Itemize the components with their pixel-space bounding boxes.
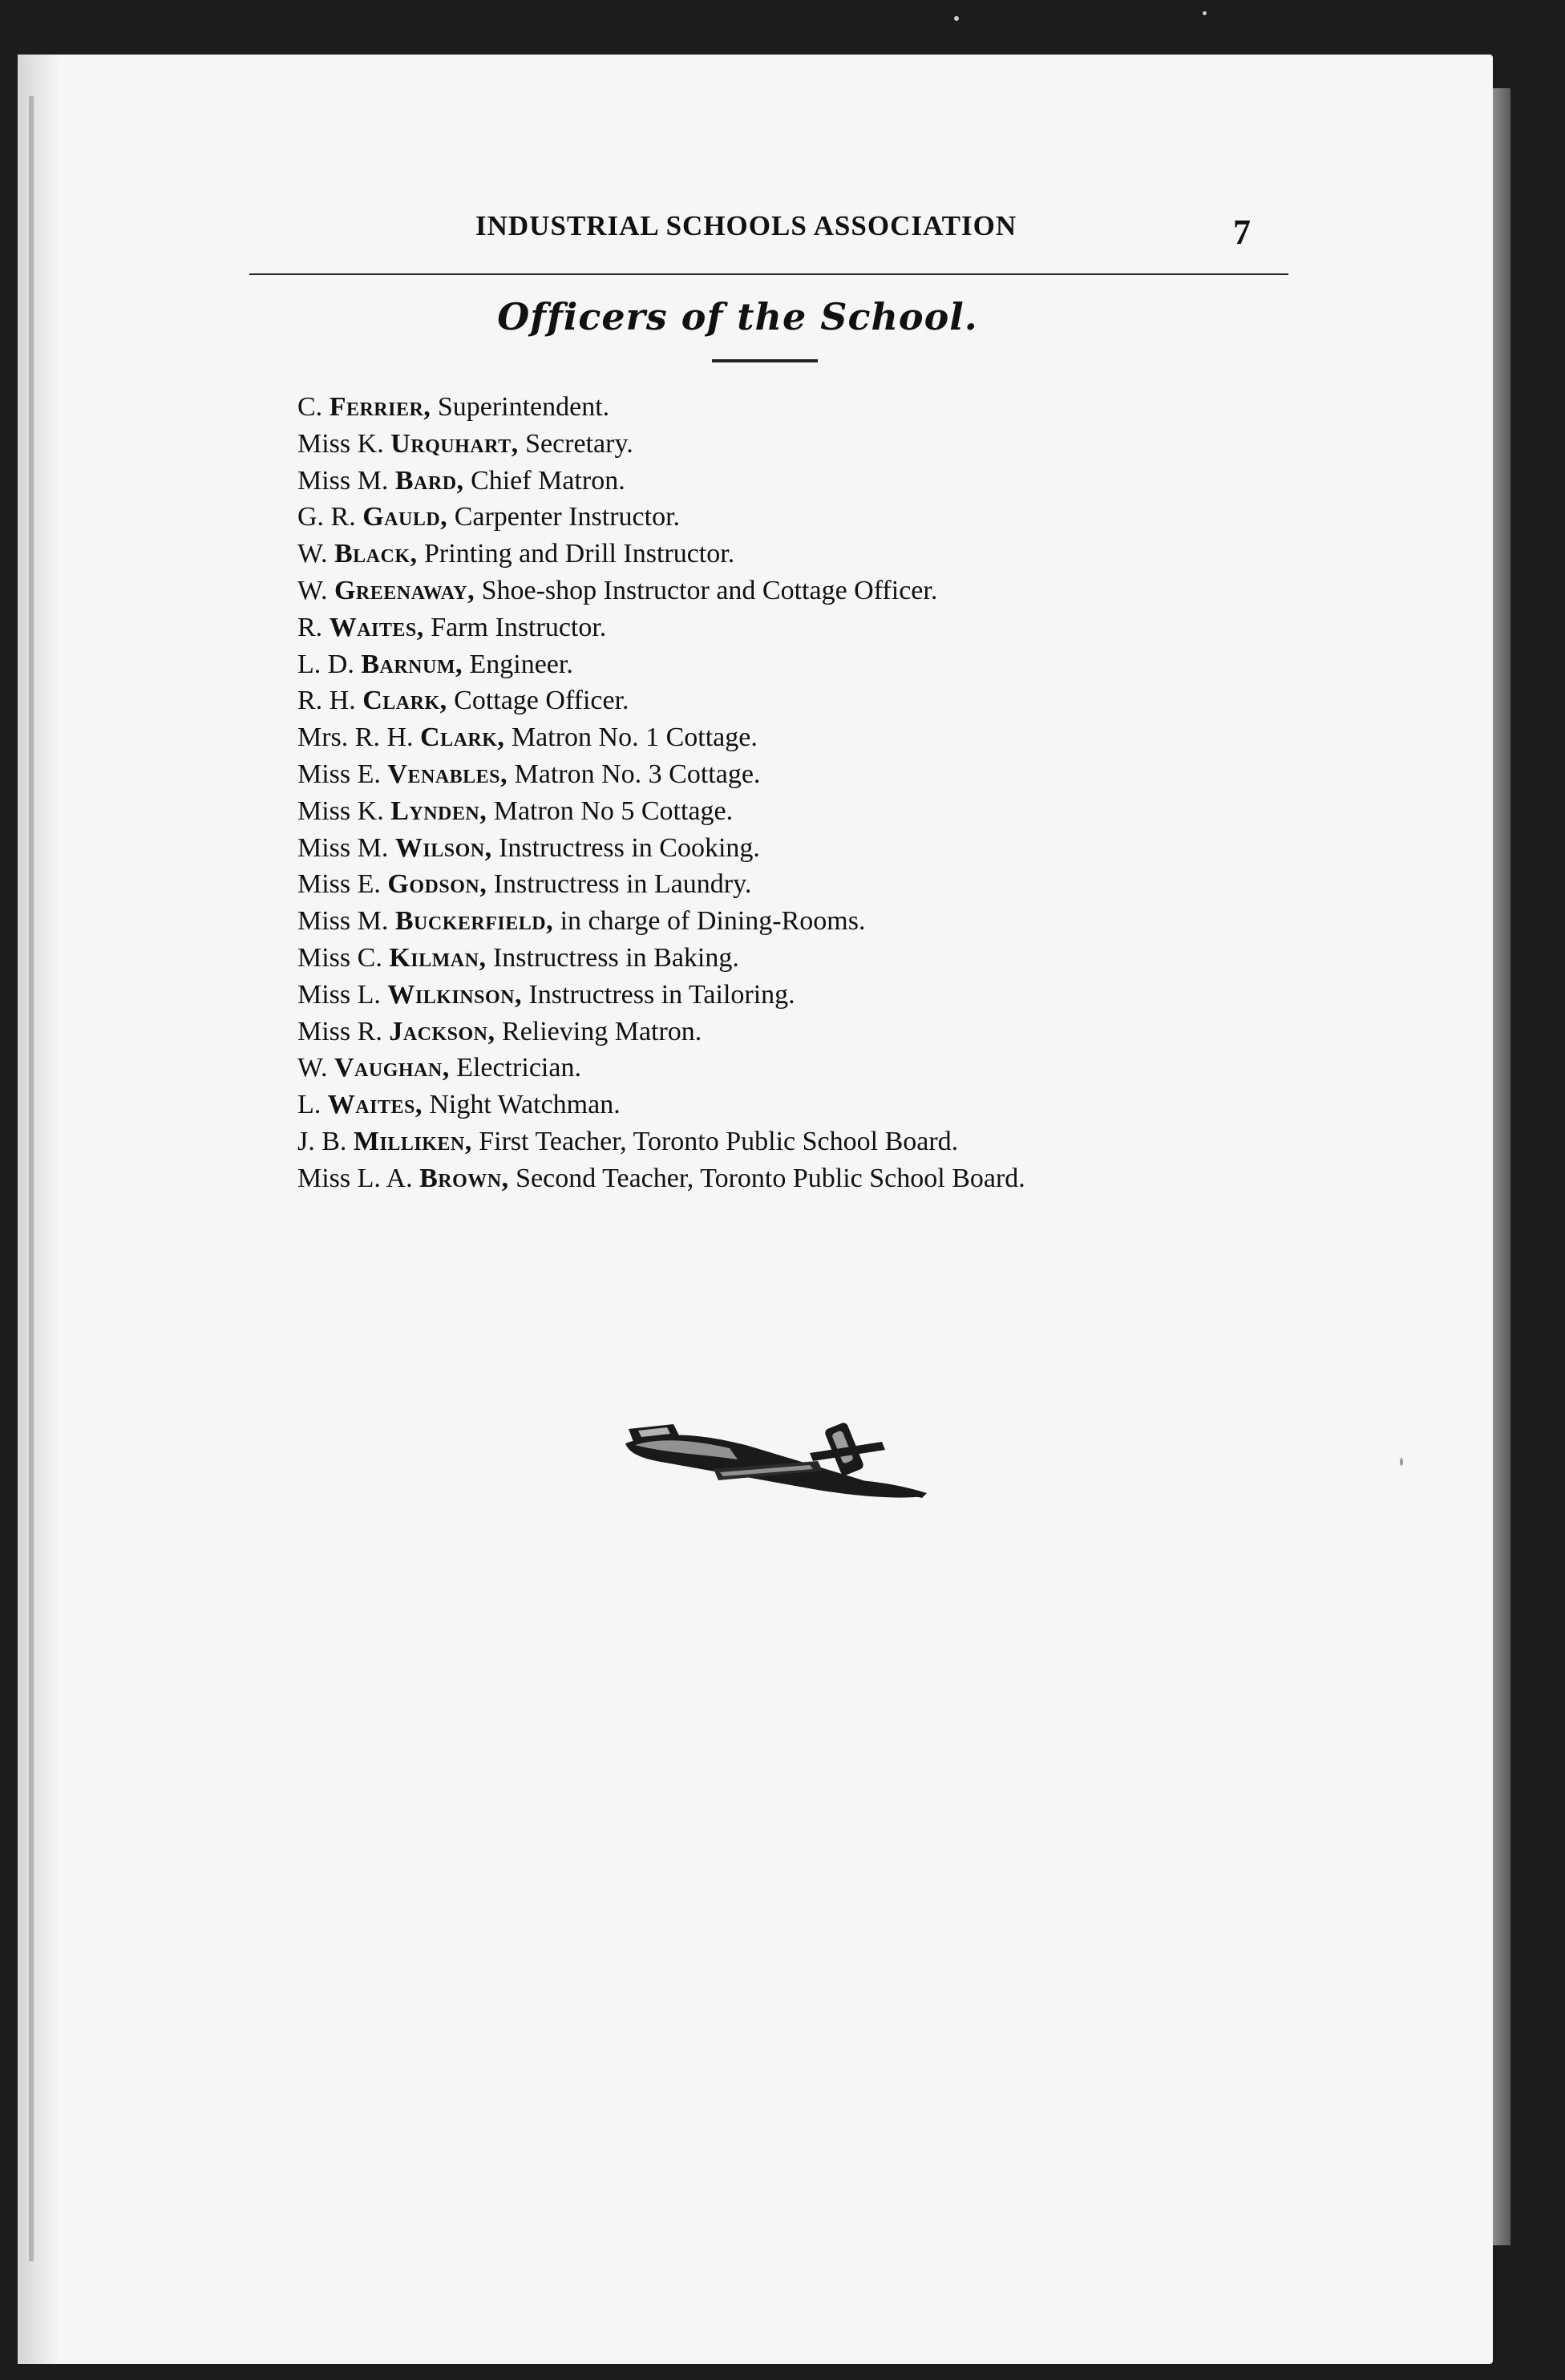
- running-head: INDUSTRIAL SCHOOLS ASSOCIATION: [475, 210, 1017, 241]
- officer-entry: Mrs. R. H. Clark, Matron No. 1 Cottage.: [297, 722, 758, 753]
- officer-entry: W. Black, Printing and Drill Instructor.: [297, 539, 735, 569]
- binding-line: [29, 96, 34, 2261]
- officer-entry: Miss R. Jackson, Relieving Matron.: [297, 1016, 702, 1046]
- officer-entry: L. Waites, Night Watchman.: [297, 1090, 621, 1120]
- header-rule: [249, 273, 1288, 275]
- officer-entry: Miss K. Lynden, Matron No 5 Cottage.: [297, 795, 734, 826]
- officer-entry: C. Ferrier, Superintendent.: [297, 392, 610, 422]
- page-edge: [1493, 88, 1510, 2245]
- officer-entry: R. H. Clark, Cottage Officer.: [297, 686, 629, 716]
- officer-entry: Miss M. Buckerfield, in charge of Dining-Rooms.: [297, 906, 866, 937]
- scan-speck: [954, 16, 959, 21]
- officer-entry: Miss C. Kilman, Instructress in Baking.: [297, 942, 739, 973]
- officer-entry: L. D. Barnum, Engineer.: [297, 649, 573, 679]
- officer-entry: W. Vaughan, Electrician.: [297, 1053, 581, 1083]
- officer-entry: Miss L. Wilkinson, Instructress in Tailoring.: [297, 979, 795, 1010]
- officer-entry: W. Greenaway, Shoe-shop Instructor and Cottage Officer.: [297, 575, 938, 605]
- section-title: Officers of the School.: [497, 295, 978, 338]
- title-rule: [712, 359, 818, 362]
- officer-entry: Miss L. A. Brown, Second Teacher, Toronto Public School Board.: [297, 1163, 1025, 1193]
- tools-bundle-icon: [617, 1413, 930, 1501]
- officer-entry: J. B. Milliken, First Teacher, Toronto Public School Board.: [297, 1126, 959, 1156]
- officer-entry: Miss E. Venables, Matron No. 3 Cottage.: [297, 759, 761, 789]
- officer-entry: Miss K. Urquhart, Secretary.: [297, 428, 633, 459]
- officers-list: [297, 389, 1025, 1197]
- officer-entry: R. Waites, Farm Instructor.: [297, 612, 607, 642]
- scan-speck: [1400, 1458, 1403, 1466]
- page-gutter: [18, 55, 59, 2364]
- officer-entry: Miss M. Bard, Chief Matron.: [297, 465, 625, 496]
- officer-entry: Miss M. Wilson, Instructress in Cooking.: [297, 832, 760, 863]
- scan-speck: [1203, 11, 1207, 15]
- officer-entry: Miss E. Godson, Instructress in Laundry.: [297, 869, 752, 900]
- page-number: 7: [1233, 212, 1251, 252]
- officer-entry: G. R. Gauld, Carpenter Instructor.: [297, 502, 681, 532]
